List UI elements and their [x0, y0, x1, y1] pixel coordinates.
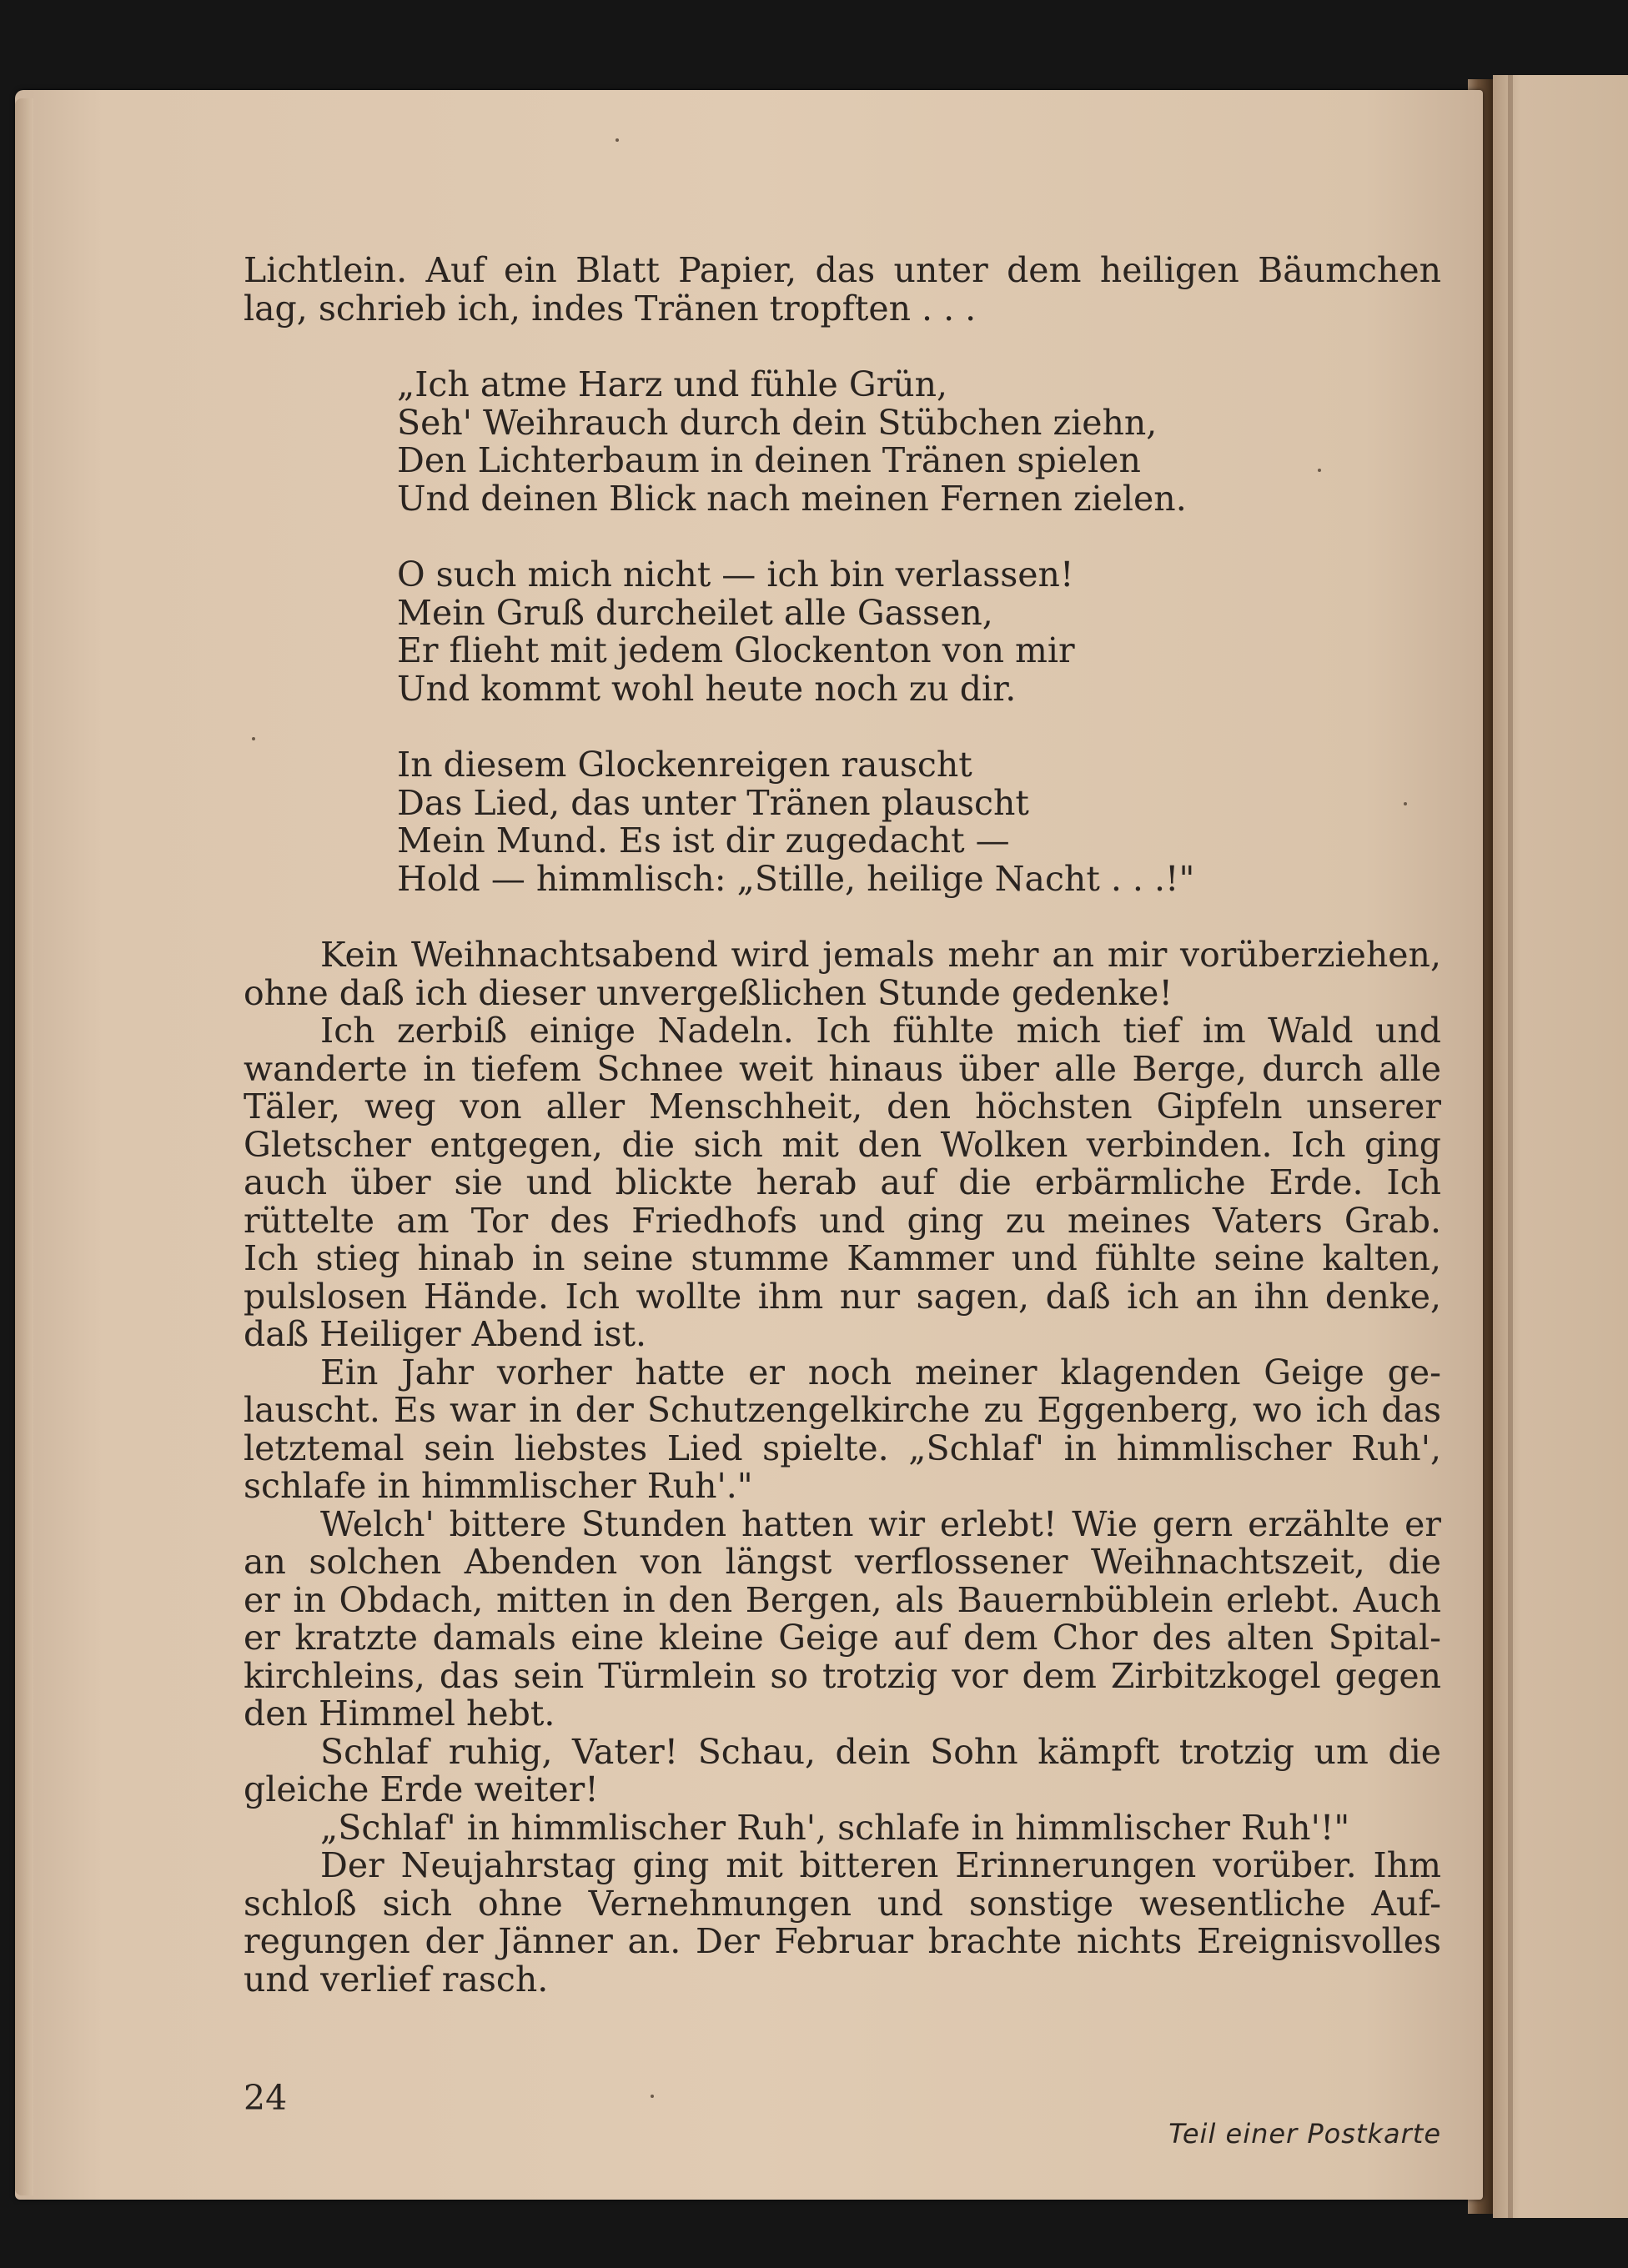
- text-line: lauscht. Es war in der Schutzengelkirche zu Eggenberg, wo ich das: [244, 1390, 1441, 1430]
- paragraph: [244, 1847, 1441, 1999]
- poem-line: Er flieht mit jedem Glockenton von mir: [397, 630, 1075, 670]
- poem-line: Den Lichterbaum in deinen Tränen spielen: [397, 440, 1141, 480]
- poem-line: Mein Mund. Es ist dir zugedacht —: [397, 820, 1010, 861]
- poem-stanza: [397, 556, 1441, 708]
- paper-speck: [616, 138, 619, 142]
- paragraph: [244, 1354, 1441, 1506]
- facing-page-edge: [1493, 75, 1628, 2218]
- text-line: Ich stieg hinab in seine stumme Kammer und fühlte seine kalten,: [244, 1238, 1441, 1278]
- page-left-edge: [15, 98, 33, 2195]
- text-line: rüttelte am Tor des Friedhofs und ging zu meines Vaters Grab.: [244, 1200, 1441, 1241]
- poem-line: In diesem Glockenreigen rauscht: [397, 745, 972, 785]
- text-line: Welch' bittere Stunden hatten wir erlebt! Wie gern erzählte er: [320, 1503, 1441, 1544]
- poem-stanza: [397, 746, 1441, 898]
- text-line: letztemal sein liebstes Lied spielte. „Schlaf' in himmlischer Ruh',: [244, 1428, 1441, 1468]
- text-line: an solchen Abenden von längst verflossener Weihnachtszeit, die: [244, 1542, 1441, 1582]
- text-line: schlafe in himmlischer Ruh'.": [244, 1466, 753, 1506]
- text-line: Täler, weg von aller Menschheit, den höchsten Gipfeln unserer: [244, 1086, 1441, 1126]
- poem-line: Und kommt wohl heute noch zu dir.: [397, 668, 1017, 709]
- text-line: daß Heiliger Abend ist.: [244, 1314, 647, 1354]
- poem-line: Seh' Weihrauch durch dein Stübchen ziehn,: [397, 402, 1158, 443]
- poem-stanza: [397, 366, 1441, 518]
- text-line: regungen der Jänner an. Der Februar brachte nichts Ereignisvolles: [244, 1921, 1441, 1961]
- paragraph: [244, 1503, 1441, 1734]
- text-line: gleiche Erde weiter!: [244, 1769, 599, 1809]
- text-line: wanderte in tiefem Schnee weit hinaus über alle Berge, durch alle: [244, 1048, 1441, 1089]
- text-line: er in Obdach, mitten in den Bergen, als Bauernbüblein erlebt. Auch: [244, 1579, 1441, 1620]
- text-line: Kein Weihnachtsabend wird jemals mehr an mir vorüberziehen,: [320, 935, 1441, 975]
- text-line: auch über sie und blickte herab auf die erbärmliche Erde. Ich: [244, 1162, 1441, 1202]
- text-line: Ich zerbiß einige Nadeln. Ich fühlte mich tief im Wald und: [320, 1011, 1441, 1051]
- text-line: schloß sich ohne Vernehmungen und sonstige wesentliche Auf-: [244, 1883, 1441, 1924]
- text-line: Lichtlein. Auf ein Blatt Papier, das unter dem heiligen Bäumchen: [244, 250, 1441, 290]
- paper-speck: [651, 2095, 654, 2098]
- text-line: pulslosen Hände. Ich wollte ihm nur sagen, daß ich an ihn denke,: [244, 1276, 1441, 1317]
- paragraph: [244, 936, 1441, 1012]
- page-text: [244, 252, 1441, 1999]
- text-line: Gletscher entgegen, die sich mit den Wolken verbinden. Ich ging: [244, 1124, 1441, 1165]
- paragraph: [244, 1809, 1441, 1848]
- text-line: und verlief rasch.: [244, 1959, 549, 2000]
- text-line: Schlaf ruhig, Vater! Schau, dein Sohn kämpft trotzig um die: [320, 1731, 1441, 1772]
- text-line: lag, schrieb ich, indes Tränen tropften . . .: [244, 288, 977, 329]
- paragraph: [244, 1731, 1441, 1809]
- text-line: „Schlaf' in himmlischer Ruh', schlafe in himmlischer Ruh'!": [320, 1807, 1350, 1848]
- text-line: kirchleins, das sein Türmlein so trotzig vor dem Zirbitzkogel gegen: [244, 1655, 1441, 1696]
- poem-line: O such mich nicht — ich bin verlassen!: [397, 554, 1074, 595]
- text-line: den Himmel hebt.: [244, 1693, 555, 1734]
- text-line: Ein Jahr vorher hatte er noch meiner klagenden Geige ge-: [320, 1352, 1441, 1392]
- poem-line: Das Lied, das unter Tränen plauscht: [397, 782, 1029, 823]
- text-line: ohne daß ich dieser unvergeßlichen Stunde gedenke!: [244, 972, 1173, 1013]
- text-line: Der Neujahrstag ging mit bitteren Erinnerungen vorüber. Ihm: [320, 1845, 1441, 1885]
- page-number: 24: [244, 2078, 288, 2118]
- paragraph: [244, 1012, 1441, 1354]
- poem-line: Mein Gruß durcheilet alle Gassen,: [397, 592, 993, 633]
- poem: [244, 366, 1441, 898]
- text-line: er kratzte damals eine kleine Geige auf dem Chor des alten Spital-: [244, 1618, 1441, 1658]
- facing-page-fold: [1508, 75, 1513, 2218]
- poem-line: Hold — himmlisch: „Stille, heilige Nacht . . .!": [397, 858, 1195, 899]
- figure-caption: Teil einer Postkarte: [1168, 2118, 1441, 2150]
- poem-line: Und deinen Blick nach meinen Fernen zielen.: [397, 478, 1187, 519]
- poem-line: „Ich atme Harz und fühle Grün,: [397, 364, 948, 404]
